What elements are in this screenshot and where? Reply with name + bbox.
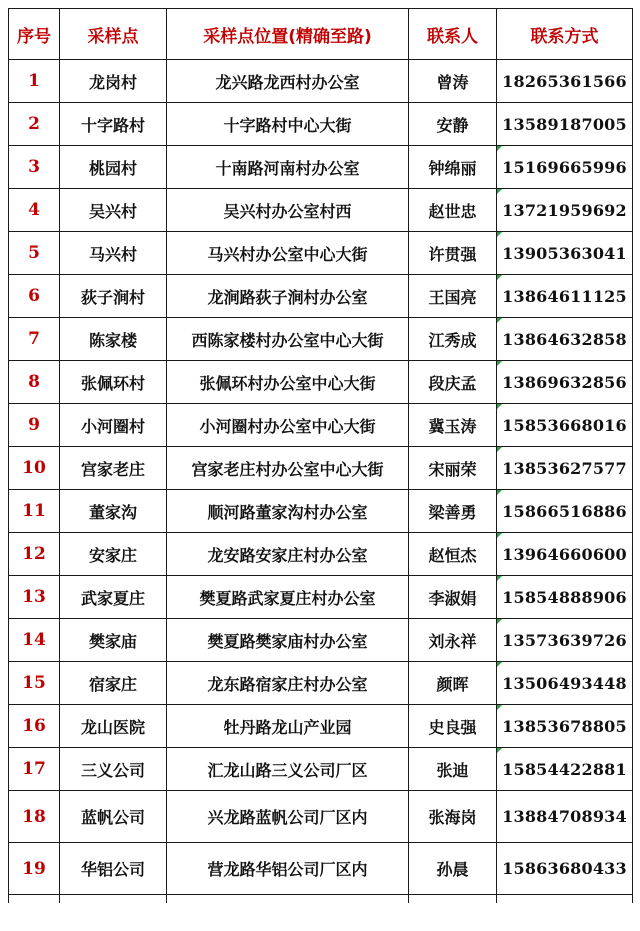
row-phone	[497, 576, 633, 619]
row-site-text: 三义公司	[80, 760, 145, 780]
row-index-text: 17	[22, 759, 46, 779]
row-index	[9, 318, 60, 361]
row-site	[60, 318, 167, 361]
sampling-points-table	[8, 8, 633, 903]
row-index	[9, 189, 60, 232]
row-location-text: 十南路河南村办公室	[215, 158, 360, 178]
table-row	[9, 705, 633, 748]
row-site-text: 安家庄	[88, 545, 137, 565]
green-corner-triangle-icon	[497, 189, 502, 194]
row-location-text: 张佩环村办公室中心大街	[199, 373, 376, 393]
table-row	[9, 232, 633, 275]
row-location-text: 汇龙山路三义公司厂区	[207, 760, 368, 780]
row-site	[60, 275, 167, 318]
row-index	[9, 662, 60, 705]
row-index	[9, 146, 60, 189]
row-contact-text: 许贯强	[428, 244, 477, 264]
row-phone-text: 13869632856	[502, 372, 627, 392]
table-row	[9, 60, 633, 103]
row-site	[60, 361, 167, 404]
table-row-partial	[9, 895, 633, 904]
row-index-text: 4	[28, 200, 40, 220]
row-location-text: 龙安路安家庄村办公室	[207, 545, 368, 565]
table-row	[9, 275, 633, 318]
row-contact-text: 赵世忠	[428, 201, 477, 221]
row-index	[9, 275, 60, 318]
green-corner-triangle-icon	[497, 490, 502, 495]
row-contact	[409, 189, 497, 232]
row-location	[167, 662, 409, 705]
row-location-text: 西陈家楼村办公室中心大街	[191, 330, 384, 350]
row-site-text: 小河圈村	[80, 416, 145, 436]
partial-cell	[497, 895, 633, 904]
row-contact-text: 安静	[436, 115, 469, 135]
row-phone-text: 15853668016	[502, 415, 627, 435]
header-site: 采样点	[60, 9, 167, 60]
row-index-text: 3	[28, 157, 40, 177]
green-corner-triangle-icon	[497, 705, 502, 710]
row-location	[167, 318, 409, 361]
row-site-text: 桃园村	[88, 158, 137, 178]
row-location	[167, 189, 409, 232]
row-index	[9, 60, 60, 103]
row-location-text: 小河圈村办公室中心大街	[199, 416, 376, 436]
row-index	[9, 533, 60, 576]
row-index	[9, 843, 60, 895]
table-row	[9, 404, 633, 447]
green-corner-triangle-icon	[497, 404, 502, 409]
row-index-text: 16	[22, 716, 46, 736]
row-index-text: 10	[22, 458, 46, 478]
row-site-text: 龙岗村	[88, 72, 137, 92]
row-site	[60, 748, 167, 791]
row-site-text: 董家沟	[88, 502, 137, 522]
row-index-text: 19	[22, 858, 46, 879]
row-phone-text: 13864611125	[502, 286, 627, 306]
table-row	[9, 619, 633, 662]
row-site-text: 龙山医院	[80, 717, 145, 737]
row-phone	[497, 361, 633, 404]
row-site	[60, 232, 167, 275]
row-phone	[497, 275, 633, 318]
row-phone	[497, 619, 633, 662]
header-contact: 联系人	[409, 9, 497, 60]
green-corner-triangle-icon	[497, 748, 502, 753]
row-phone-text: 13964660600	[502, 544, 627, 564]
row-phone	[497, 662, 633, 705]
row-phone-text: 13721959692	[502, 200, 627, 220]
green-corner-triangle-icon	[497, 619, 502, 624]
row-contact-text: 曾涛	[436, 72, 469, 92]
row-site	[60, 189, 167, 232]
row-location-text: 兴龙路蓝帆公司厂区内	[207, 808, 368, 827]
row-location-text: 营龙路华铝公司厂区内	[207, 860, 368, 879]
table-row	[9, 318, 633, 361]
row-location-text: 吴兴村办公室村西	[223, 201, 352, 221]
row-location-text: 宫家老庄村办公室中心大街	[191, 459, 384, 479]
row-contact-text: 史良强	[428, 717, 477, 737]
row-contact-text: 颜晖	[436, 674, 469, 694]
row-contact-text: 刘永祥	[428, 631, 477, 651]
row-phone-text: 13853627577	[502, 458, 627, 478]
row-contact	[409, 60, 497, 103]
row-phone	[497, 189, 633, 232]
row-location	[167, 103, 409, 146]
row-phone	[497, 748, 633, 791]
row-contact-text: 李淑娟	[428, 588, 477, 608]
row-location	[167, 232, 409, 275]
row-location	[167, 60, 409, 103]
row-phone	[497, 103, 633, 146]
row-index-text: 9	[28, 415, 40, 435]
row-location-text: 龙涧路荻子涧村办公室	[207, 287, 368, 307]
header-row	[9, 9, 633, 60]
row-site-text: 樊家庙	[88, 631, 137, 651]
row-phone-text: 18265361566	[502, 71, 627, 91]
row-index-text: 2	[28, 114, 40, 134]
row-site	[60, 60, 167, 103]
row-location	[167, 533, 409, 576]
row-phone-text: 13589187005	[502, 114, 627, 134]
row-phone-text: 15169665996	[502, 157, 627, 177]
row-contact	[409, 705, 497, 748]
row-phone	[497, 490, 633, 533]
row-contact	[409, 619, 497, 662]
row-phone-text: 15854422881	[502, 759, 627, 779]
header-phone: 联系方式	[497, 9, 633, 60]
row-site	[60, 791, 167, 843]
row-site	[60, 662, 167, 705]
green-corner-triangle-icon	[497, 232, 502, 237]
row-location-text: 樊夏路武家夏庄村办公室	[199, 588, 376, 608]
row-contact	[409, 662, 497, 705]
row-site-text: 蓝帆公司	[80, 808, 145, 827]
row-site	[60, 843, 167, 895]
row-site-text: 荻子涧村	[80, 287, 145, 307]
row-phone-text: 13884708934	[502, 807, 627, 826]
row-site-text: 宿家庄	[88, 674, 137, 694]
row-contact	[409, 791, 497, 843]
header-index: 序号	[9, 9, 60, 60]
row-contact-text: 孙晨	[436, 860, 469, 879]
row-contact	[409, 404, 497, 447]
row-location	[167, 791, 409, 843]
row-contact	[409, 361, 497, 404]
row-index-text: 14	[22, 630, 46, 650]
row-location	[167, 361, 409, 404]
row-location	[167, 576, 409, 619]
row-phone	[497, 791, 633, 843]
row-site	[60, 619, 167, 662]
row-site	[60, 490, 167, 533]
table-row	[9, 662, 633, 705]
row-phone-text: 13506493448	[502, 673, 627, 693]
row-contact	[409, 843, 497, 895]
row-contact-text: 王国亮	[428, 287, 477, 307]
row-index-text: 8	[28, 372, 40, 392]
row-site	[60, 146, 167, 189]
table-row	[9, 748, 633, 791]
table-row	[9, 843, 633, 895]
row-phone	[497, 404, 633, 447]
row-contact	[409, 275, 497, 318]
row-contact-text: 冀玉涛	[428, 416, 477, 436]
row-contact-text: 张迪	[436, 760, 469, 780]
row-phone	[497, 318, 633, 361]
row-location	[167, 404, 409, 447]
row-site-text: 马兴村	[88, 244, 137, 264]
row-phone	[497, 533, 633, 576]
row-index-text: 7	[28, 329, 40, 349]
row-contact-text: 赵恒杰	[428, 545, 477, 565]
row-site-text: 武家夏庄	[80, 588, 145, 608]
row-contact-text: 段庆孟	[428, 373, 477, 393]
green-corner-triangle-icon	[497, 361, 502, 366]
row-location	[167, 275, 409, 318]
row-index	[9, 748, 60, 791]
row-phone-text: 13905363041	[502, 243, 627, 263]
green-corner-triangle-icon	[497, 146, 502, 151]
row-index	[9, 447, 60, 490]
row-index	[9, 103, 60, 146]
table-row	[9, 447, 633, 490]
row-contact-text: 梁善勇	[428, 502, 477, 522]
table-row	[9, 533, 633, 576]
row-site-text: 陈家楼	[88, 330, 137, 350]
row-location	[167, 146, 409, 189]
row-location-text: 龙东路宿家庄村办公室	[207, 674, 368, 694]
row-contact-text: 钟绵丽	[428, 158, 477, 178]
row-location-text: 龙兴路龙西村办公室	[215, 72, 360, 92]
row-site	[60, 533, 167, 576]
row-phone-text: 13864632858	[502, 329, 627, 349]
partial-cell	[409, 895, 497, 904]
row-site-text: 华铝公司	[80, 860, 145, 879]
table-row	[9, 146, 633, 189]
row-phone	[497, 146, 633, 189]
partial-cell	[167, 895, 409, 904]
row-phone-text: 13573639726	[502, 630, 627, 650]
table-body	[9, 60, 633, 904]
row-index	[9, 705, 60, 748]
row-phone	[497, 843, 633, 895]
row-index-text: 15	[22, 673, 46, 693]
row-site	[60, 103, 167, 146]
row-site-text: 吴兴村	[88, 201, 137, 221]
row-site-text: 张佩环村	[80, 373, 145, 393]
table-row	[9, 361, 633, 404]
green-corner-triangle-icon	[497, 318, 502, 323]
green-corner-triangle-icon	[497, 447, 502, 452]
row-location-text: 樊夏路樊家庙村办公室	[207, 631, 368, 651]
table-row	[9, 103, 633, 146]
row-index-text: 11	[22, 501, 46, 521]
row-site	[60, 576, 167, 619]
row-index	[9, 791, 60, 843]
row-index	[9, 404, 60, 447]
row-location	[167, 447, 409, 490]
row-location-text: 十字路村中心大街	[223, 115, 352, 135]
row-site	[60, 404, 167, 447]
row-contact	[409, 146, 497, 189]
row-index-text: 6	[28, 286, 40, 306]
row-phone-text: 15866516886	[502, 501, 627, 521]
row-site	[60, 447, 167, 490]
row-phone	[497, 447, 633, 490]
table-row	[9, 576, 633, 619]
row-phone-text: 13853678805	[502, 716, 627, 736]
partial-cell	[9, 895, 60, 904]
row-location	[167, 705, 409, 748]
row-index-text: 1	[28, 71, 40, 91]
row-index-text: 5	[28, 243, 40, 263]
green-corner-triangle-icon	[497, 275, 502, 280]
row-phone	[497, 232, 633, 275]
row-index	[9, 232, 60, 275]
row-contact	[409, 447, 497, 490]
row-contact	[409, 318, 497, 361]
row-phone	[497, 60, 633, 103]
row-index-text: 12	[22, 544, 46, 564]
table-row	[9, 189, 633, 232]
green-corner-triangle-icon	[497, 576, 502, 581]
row-contact	[409, 103, 497, 146]
row-site-text: 宫家老庄	[80, 459, 145, 479]
row-index	[9, 490, 60, 533]
green-corner-triangle-icon	[497, 533, 502, 538]
table-row	[9, 791, 633, 843]
row-location	[167, 619, 409, 662]
row-location	[167, 748, 409, 791]
row-site	[60, 705, 167, 748]
row-site-text: 十字路村	[80, 115, 145, 135]
row-index-text: 18	[22, 806, 46, 827]
row-location	[167, 843, 409, 895]
row-location-text: 马兴村办公室中心大街	[207, 244, 368, 264]
row-contact-text: 张海岗	[428, 808, 477, 827]
row-phone-text: 15863680433	[502, 859, 627, 878]
row-contact	[409, 748, 497, 791]
row-location	[167, 490, 409, 533]
row-index	[9, 361, 60, 404]
table-row	[9, 490, 633, 533]
header-location: 采样点位置(精确至路)	[167, 9, 409, 60]
row-contact-text: 江秀成	[428, 330, 477, 350]
row-contact	[409, 533, 497, 576]
row-index-text: 13	[22, 587, 46, 607]
partial-cell	[60, 895, 167, 904]
row-phone	[497, 705, 633, 748]
row-contact	[409, 576, 497, 619]
row-location-text: 顺河路董家沟村办公室	[207, 502, 368, 522]
row-contact	[409, 232, 497, 275]
row-contact-text: 宋丽荣	[428, 459, 477, 479]
row-contact	[409, 490, 497, 533]
row-index	[9, 576, 60, 619]
row-location-text: 牡丹路龙山产业园	[223, 717, 352, 737]
row-phone-text: 15854888906	[502, 587, 627, 607]
green-corner-triangle-icon	[497, 662, 502, 667]
row-index	[9, 619, 60, 662]
